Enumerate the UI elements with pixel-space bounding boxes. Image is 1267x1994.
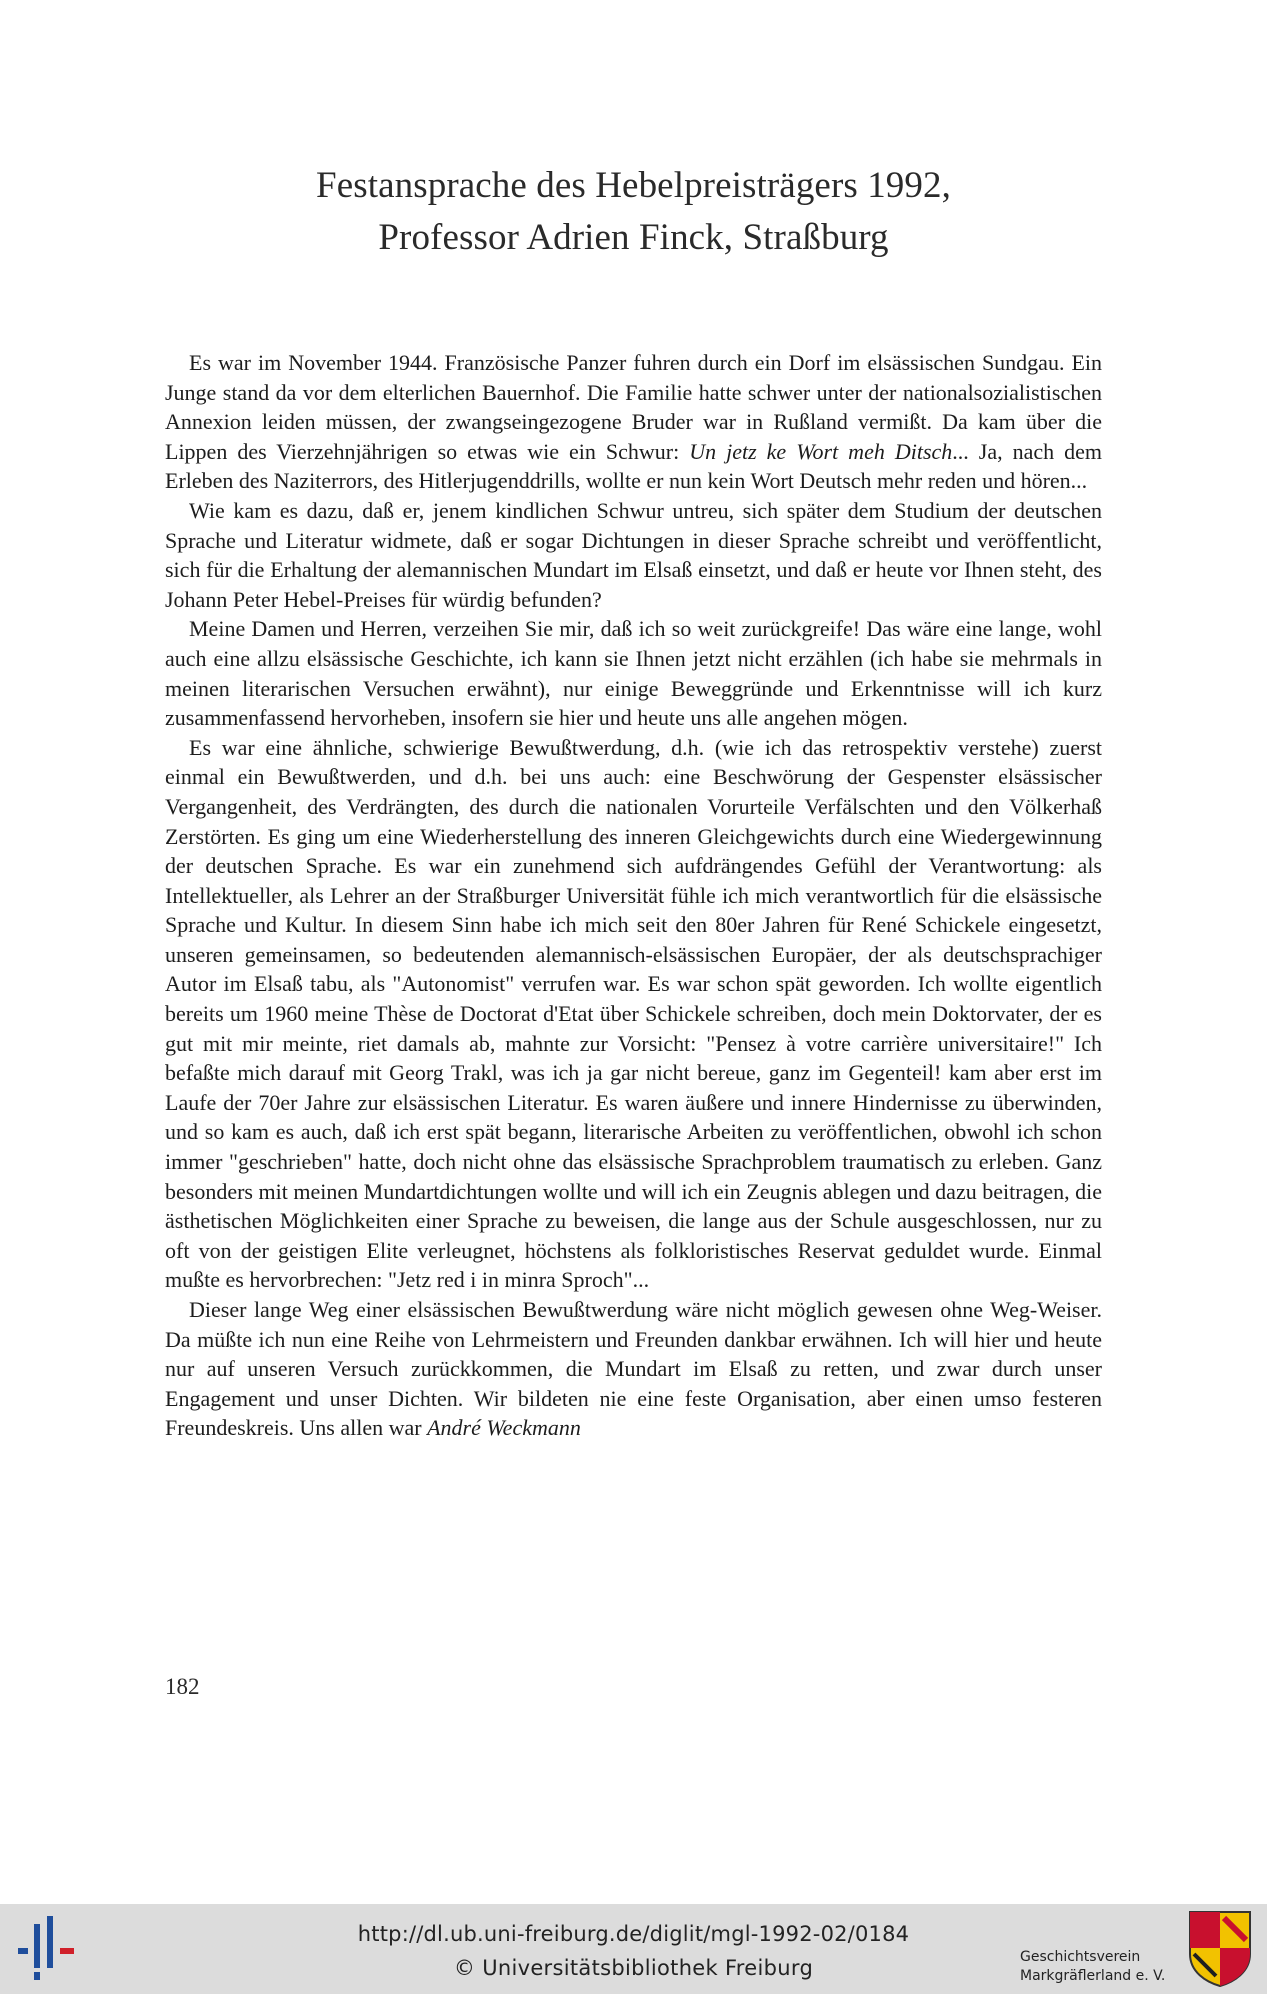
society-name-line-1: Geschichtsverein [1020, 1949, 1141, 1965]
paragraph-1 [165, 348, 1102, 496]
paragraph-4: Es war eine ähnliche, schwierige Bewußtwerdung, d.h. (wie ich das retrospektiv verstehe) zuerst einmal ein Bewußtwerden, und d.h. bei uns auch: eine Beschwörung der Gespenster elsässischer Vergangenheit, des Verdrängten, des durch die nationalen Vorurteile Verfälschten und den Völkerhaß Zerstörten. Es ging um eine Wiederherstellung des inneren Gleichgewichts durch eine Wiedergewinnung der deutschen Sprache. Es war ein zunehmend sich aufdrängendes Gefühl der Verantwortung: als Intellektueller, als Lehrer an der Straßburger Universität fühle ich mich verantwortlich für die elsässische Sprache und Kultur. In diesem Sinn habe ich mich seit den 80er Jahren für René Schickele eingesetzt, unseren gemeinsamen, so bedeutenden alemannisch-elsässischen Europäer, der als deutschsprachiger Autor im Elsaß tabu, als "Autonomist" verrufen war. Es war schon spät geworden. Ich wollte eigentlich bereits um 1960 meine Thèse de Doctorat d'Etat über Schickele schreiben, doch mein Doktorvater, der es gut mit mir meinte, riet damals ab, mahnte zur Vorsicht: "Pensez à votre carrière universitaire!" Ich befaßte mich darauf mit Georg Trakl, was ich ja gar nicht bereue, ganz im Gegenteil! kam aber erst im Laufe der 70er Jahre zur elsässischen Literatur. Es waren äußere und innere Hindernisse zu überwinden, und so kam es auch, daß ich erst spät begann, literarische Arbeiten zu veröffentlichen, obwohl ich schon immer "geschrieben" hatte, doch nicht ohne das elsässische Sprachproblem traumatisch zu erleben. Ganz besonders mit meinen Mundartdichtungen wollte und will ich ein Zeugnis ablegen und dazu beitragen, die ästhetischen Möglichkeiten einer Sprache zu beweisen, die lange aus der Schule ausgeschlossen, nur zu oft von der geistigen Elite verleugnet, höchstens als folkloristisches Reservat geduldet wurde. Einmal mußte es hervorbrechen: "Jetz red i in minra Sproch"... [165, 734, 1102, 1293]
paragraph-5 [165, 1295, 1102, 1443]
paragraph-1-text-a: Es war im November 1944. Französische Panzer fuhren durch ein Dorf im elsässischen Sundgau. Ein Junge stand da vor dem elterlichen Bauernhof. Die Familie hatte schwer unter der nationalsozialistischen Annexion leiden müssen, der zwangseingezogene Bruder war in Rußland vermißt. Da kam über die Lippen des Vierzehnjährigen so etwas wie ein Schwur: [165, 350, 1102, 464]
paragraph-2: Wie kam es dazu, daß er, jenem kindlichen Schwur untreu, sich später dem Studium der deutschen Sprache und Literatur widmete, daß er sogar Dichtungen in dieser Sprache schreibt und veröffentlicht, sich für die Erhaltung der alemannischen Mundart im Elsaß einsetzt, und daß er heute vor Ihnen steht, des Johann Peter Hebel-Preises für würdig befunden? [165, 497, 1102, 612]
paragraph-5-italic: André Weckmann [427, 1415, 581, 1441]
copyright-notice: © Universitätsbibliothek Freiburg [453, 1956, 814, 1980]
title-line-1: Festansprache des Hebelpreisträgers 1992, [316, 165, 951, 206]
footer-bar [0, 1904, 1267, 1994]
coat-of-arms-icon [1188, 1910, 1252, 1988]
page-title [0, 160, 1267, 264]
permalink-url[interactable]: http://dl.ub.uni-freiburg.de/diglit/mgl-1992-02/0184 [357, 1922, 910, 1946]
page-number: 182 [165, 1674, 200, 1699]
society-name [1020, 1948, 1180, 1986]
title-line-2: Professor Adrien Finck, Straßburg [378, 217, 889, 258]
paragraph-1-text-b: ... Ja, nach dem Erleben des Naziterrors, des Hitlerjugenddrills, wollte er nun kein Wort Deutsch mehr reden und hören... [165, 438, 1102, 494]
paragraph-3: Meine Damen und Herren, verzeihen Sie mir, daß ich so weit zurückgreife! Das wäre eine lange, wohl auch eine allzu elsässische Geschichte, ich kann sie Ihnen jetzt nicht erzählen (ich habe sie mehrmals in meinen literarischen Versuchen erwähnt), nur einige Beweggründe und Erkenntnisse will ich kurz zusammenfassend hervorheben, insofern sie hier und heute uns alle angehen mögen. [165, 616, 1102, 731]
article-body [165, 348, 1102, 1443]
paragraph-1-italic: Un jetz ke Wort meh Ditsch [689, 438, 953, 464]
society-name-line-2: Markgräflerland e. V. [1020, 1968, 1166, 1984]
paragraph-5-text: Dieser lange Weg einer elsässischen Bewußtwerdung wäre nicht möglich gewesen ohne Weg-Weiser. Da müßte ich nun eine Reihe von Lehrmeistern und Freunden dankbar erwähnen. Ich will hier und heute nur auf unseren Versuch zurückkommen, die Mundart im Elsaß zu retten, und zwar durch unser Engagement und unser Dichten. Wir bildeten nie eine feste Organisation, aber einen umso festeren Freundeskreis. Uns allen war [165, 1297, 1102, 1441]
